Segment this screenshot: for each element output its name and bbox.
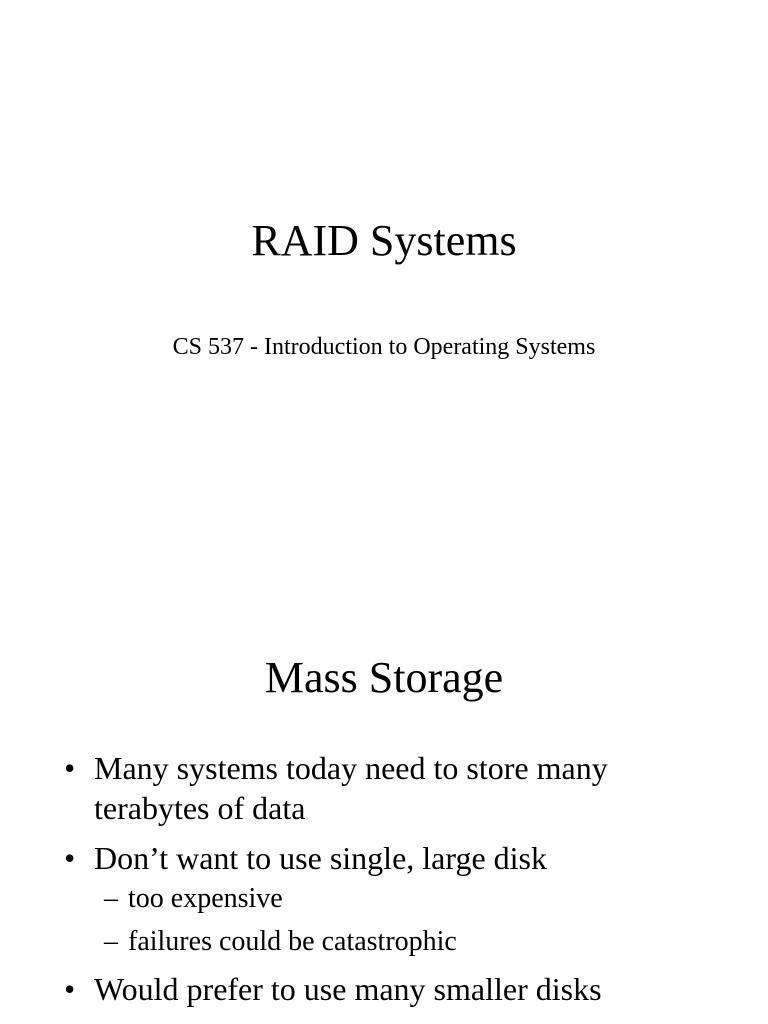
sub-bullet-text: failures could be catastrophic — [128, 926, 457, 957]
sub-bullet-list — [0, 882, 768, 959]
sub-bullet-marker: – — [104, 926, 118, 957]
slide-title-heading: RAID Systems — [251, 216, 517, 265]
bullet-marker: • — [64, 840, 76, 876]
bullet-item — [0, 838, 768, 959]
bullet-item — [0, 969, 768, 1009]
bullet-marker: • — [64, 750, 76, 786]
slide-subtitle: CS 537 - Introduction to Operating Systems — [172, 334, 596, 360]
sub-bullet-item — [0, 882, 768, 916]
bullet-text: Don’t want to use single, large disk — [94, 840, 547, 876]
bullet-text: Would prefer to use many smaller disks — [94, 971, 602, 1007]
bullet-list — [0, 748, 768, 1019]
bullet-text: Many systems today need to store many terabytes of data — [94, 750, 608, 826]
bullet-item — [0, 748, 768, 828]
slide-heading: Mass Storage — [264, 653, 504, 702]
slide-mass-storage — [0, 580, 768, 1024]
sub-bullet-text: too expensive — [128, 883, 283, 914]
sub-bullet-marker: – — [104, 883, 118, 914]
sub-bullet-item — [0, 925, 768, 959]
bullet-marker: • — [64, 971, 76, 1007]
